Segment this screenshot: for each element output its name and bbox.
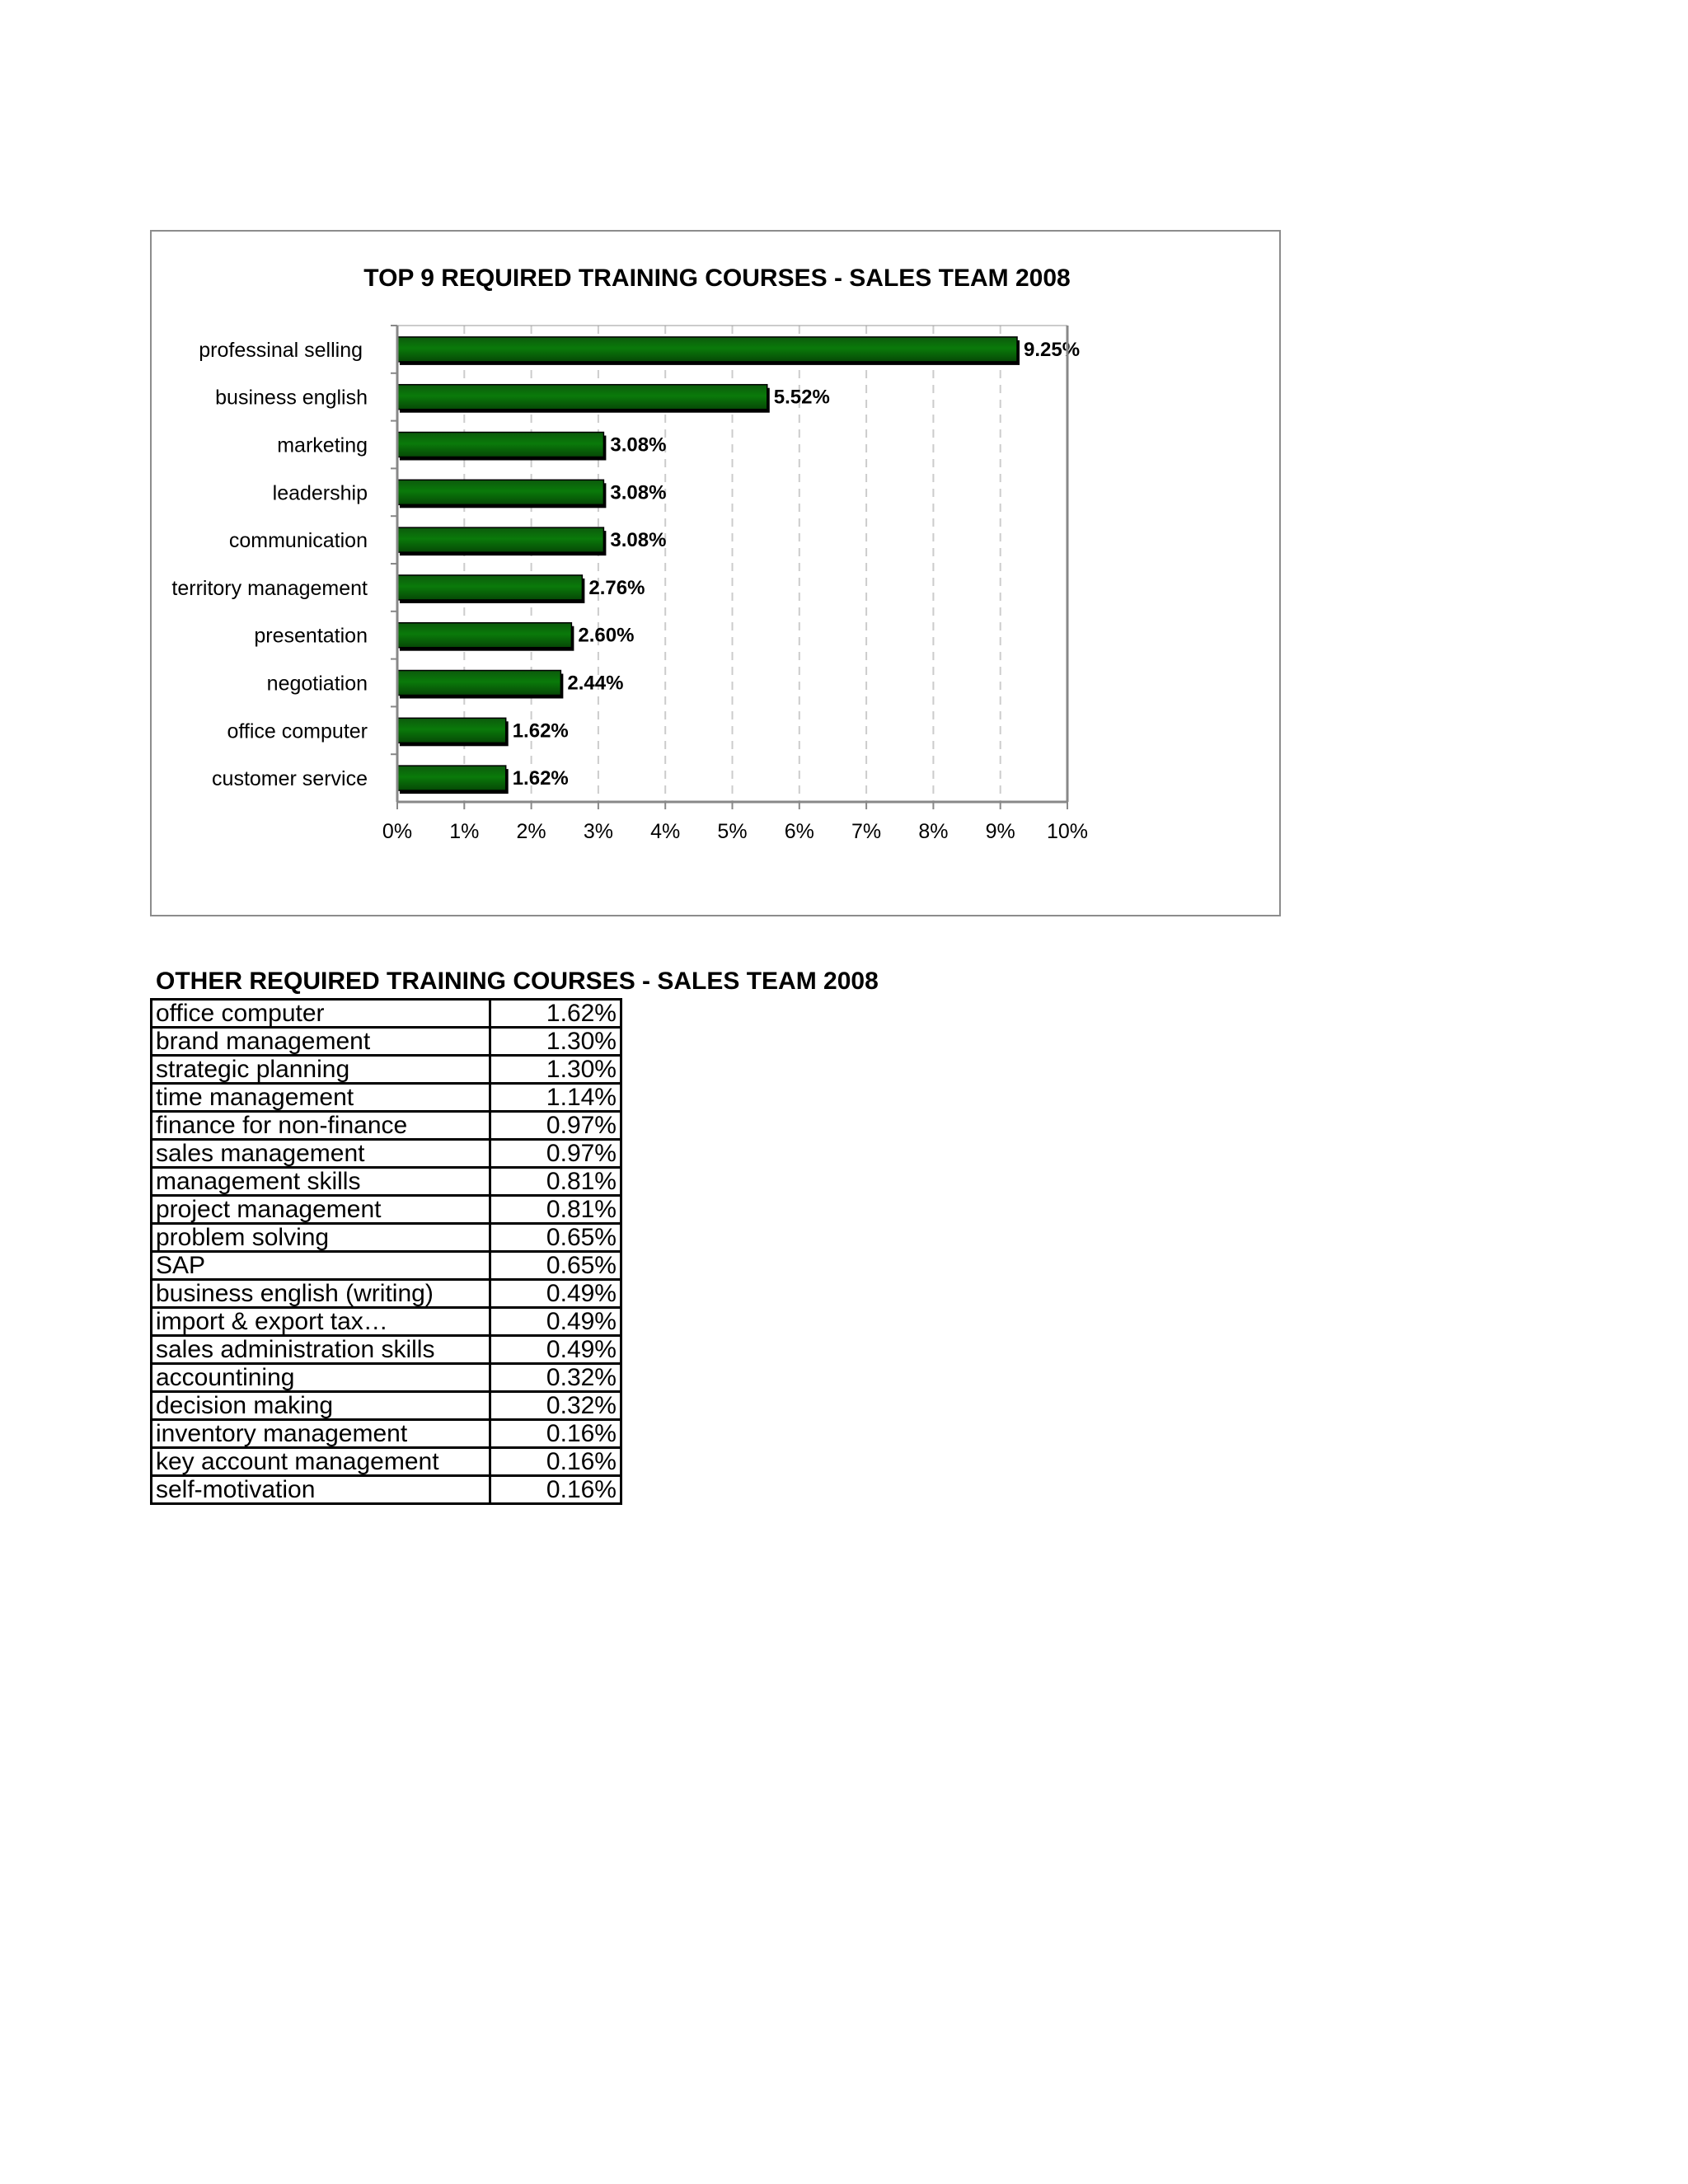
bar: [397, 575, 582, 600]
table-row: [152, 1448, 621, 1476]
course-name-cell: time management: [152, 1084, 490, 1112]
category-label: territory management: [171, 576, 368, 600]
data-label: 1.62%: [512, 767, 569, 790]
data-label: 2.60%: [578, 624, 635, 647]
data-label: 9.25%: [1024, 338, 1081, 361]
data-label: 3.08%: [610, 434, 667, 457]
bars: [397, 337, 1080, 794]
bar: [397, 718, 506, 743]
course-name-cell: inventory management: [152, 1420, 490, 1448]
course-name-cell: sales administration skills: [152, 1336, 490, 1364]
course-percent-cell: 0.65%: [490, 1252, 621, 1280]
bar: [397, 385, 767, 410]
course-percent-cell: 0.32%: [490, 1392, 621, 1420]
table-row: [152, 1000, 621, 1028]
chart-frame: [150, 230, 1281, 916]
x-tick-label: 1%: [449, 820, 480, 843]
category-label: presentation: [254, 624, 368, 648]
course-name-cell: problem solving: [152, 1224, 490, 1252]
course-percent-cell: 1.14%: [490, 1084, 621, 1112]
bar: [397, 480, 603, 504]
course-percent-cell: 1.62%: [490, 1000, 621, 1028]
course-name-cell: decision making: [152, 1392, 490, 1420]
x-tick-label: 5%: [717, 820, 748, 843]
course-percent-cell: 0.49%: [490, 1280, 621, 1308]
x-tick-label: 7%: [851, 820, 882, 843]
course-percent-cell: 0.32%: [490, 1364, 621, 1392]
table-row: [152, 1112, 621, 1140]
course-percent-cell: 0.49%: [490, 1336, 621, 1364]
table-row: [152, 1392, 621, 1420]
course-name-cell: import & export tax…: [152, 1308, 490, 1336]
course-name-cell: business english (writing): [152, 1280, 490, 1308]
x-tick-label: 4%: [650, 820, 681, 843]
course-percent-cell: 0.16%: [490, 1420, 621, 1448]
table-row: [152, 1084, 621, 1112]
x-tick-label: 3%: [583, 820, 613, 843]
x-tick-label: 10%: [1046, 820, 1089, 843]
table-row: [152, 1224, 621, 1252]
data-label: 5.52%: [773, 386, 830, 409]
x-tick-label: 0%: [382, 820, 413, 843]
course-name-cell: finance for non-finance: [152, 1112, 490, 1140]
course-name-cell: key account management: [152, 1448, 490, 1476]
course-percent-cell: 1.30%: [490, 1056, 621, 1084]
table-row: [152, 1336, 621, 1364]
course-name-cell: strategic planning: [152, 1056, 490, 1084]
bar: [397, 527, 603, 552]
course-percent-cell: 1.30%: [490, 1028, 621, 1056]
table-row: [152, 1140, 621, 1168]
data-label: 1.62%: [512, 719, 569, 743]
category-label: business english: [215, 386, 368, 410]
data-label: 2.76%: [588, 576, 645, 599]
course-percent-cell: 0.16%: [490, 1476, 621, 1504]
course-percent-cell: 0.97%: [490, 1112, 621, 1140]
category-label: office computer: [227, 719, 368, 743]
category-label: leadership: [272, 481, 368, 505]
data-label: 2.44%: [567, 672, 624, 695]
course-name-cell: accountining: [152, 1364, 490, 1392]
table-row: [152, 1168, 621, 1196]
table-row: [152, 1280, 621, 1308]
table-row: [152, 1196, 621, 1224]
bar: [397, 337, 1017, 362]
category-label: professinal selling: [199, 338, 363, 362]
course-name-cell: management skills: [152, 1168, 490, 1196]
table-row: [152, 1476, 621, 1504]
table-row: [152, 1056, 621, 1084]
course-percent-cell: 0.65%: [490, 1224, 621, 1252]
course-percent-cell: 0.49%: [490, 1308, 621, 1336]
table-row: [152, 1364, 621, 1392]
course-name-cell: sales management: [152, 1140, 490, 1168]
other-courses-table: [150, 998, 622, 1505]
course-name-cell: SAP: [152, 1252, 490, 1280]
table-row: [152, 1420, 621, 1448]
course-name-cell: brand management: [152, 1028, 490, 1056]
bar: [397, 766, 506, 790]
course-name-cell: self-motivation: [152, 1476, 490, 1504]
x-tick-label: 6%: [784, 820, 814, 843]
course-percent-cell: 0.97%: [490, 1140, 621, 1168]
category-label: marketing: [277, 434, 368, 457]
table-row: [152, 1308, 621, 1336]
chart-title: TOP 9 REQUIRED TRAINING COURSES - SALES TEAM 2008: [363, 265, 1071, 292]
x-tick-label: 9%: [985, 820, 1015, 843]
table-title: OTHER REQUIRED TRAINING COURSES - SALES TEAM 2008: [156, 968, 879, 995]
x-tick-label: 2%: [516, 820, 546, 843]
course-name-cell: office computer: [152, 1000, 490, 1028]
category-label: negotiation: [266, 672, 368, 696]
x-tick-label: 8%: [918, 820, 949, 843]
course-name-cell: project management: [152, 1196, 490, 1224]
course-percent-cell: 0.16%: [490, 1448, 621, 1476]
category-label: customer service: [212, 767, 368, 791]
bar-chart: [152, 232, 1281, 916]
bar: [397, 433, 603, 457]
table-row: [152, 1252, 621, 1280]
course-percent-cell: 0.81%: [490, 1168, 621, 1196]
data-label: 3.08%: [610, 481, 667, 504]
table-row: [152, 1028, 621, 1056]
bar: [397, 671, 560, 696]
data-label: 3.08%: [610, 529, 667, 552]
category-label: communication: [228, 529, 368, 553]
course-percent-cell: 0.81%: [490, 1196, 621, 1224]
bar: [397, 623, 571, 648]
